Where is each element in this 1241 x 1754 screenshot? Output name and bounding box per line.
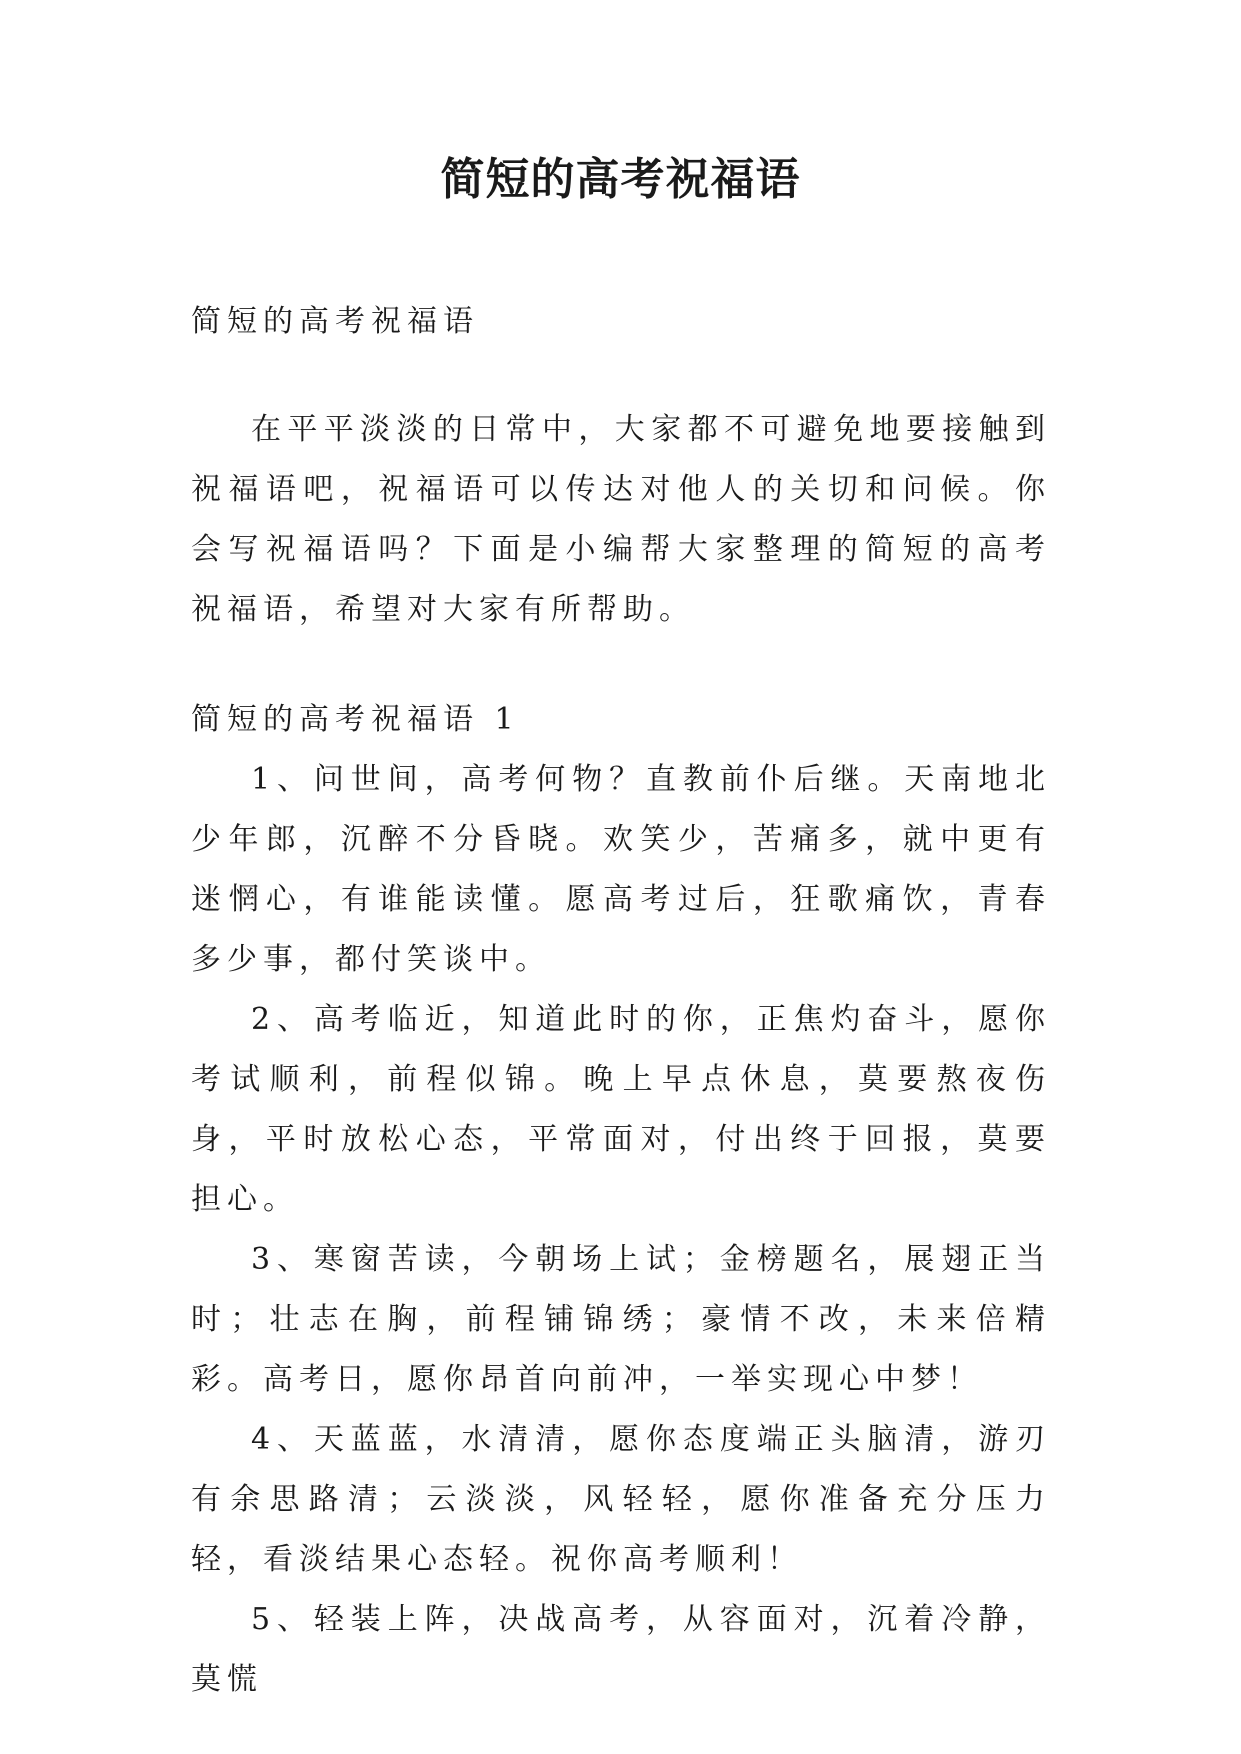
intro-paragraph: 在平平淡淡的日常中，大家都不可避免地要接触到祝福语吧，祝福语可以传达对他人的关切和问候。你会写祝福语吗？下面是小编帮大家整理的简短的高考祝福语，希望对大家有所帮助。 (191, 412, 1051, 627)
list-item: 4、天蓝蓝，水清清，愿你态度端正头脑清，游刃有余思路清；云淡淡，风轻轻，愿你准备充分压力轻，看淡结果心态轻。祝你高考顺利！ (191, 1422, 1051, 1577)
section-heading: 简短的高考祝福语 1 (191, 702, 520, 737)
list-item: 2、高考临近，知道此时的你，正焦灼奋斗，愿你考试顺利，前程似锦。晚上早点休息，莫要熬夜伤身，平时放松心态，平常面对，付出终于回报，莫要担心。 (191, 1002, 1051, 1217)
document-subtitle: 简短的高考祝福语 (191, 304, 479, 339)
list-item: 1、问世间，高考何物？直教前仆后继。天南地北少年郎，沉醉不分昏晓。欢笑少，苦痛多，就中更有迷惘心，有谁能读懂。愿高考过后，狂歌痛饮，青春多少事，都付笑谈中。 (191, 762, 1051, 977)
document-body (191, 292, 1051, 1710)
list-item: 5、轻装上阵，决战高考，从容面对，沉着冷静，莫慌 (191, 1602, 1051, 1697)
list-item: 3、寒窗苦读，今朝场上试；金榜题名，展翅正当时；壮志在胸，前程铺锦绣；豪情不改，未来倍精彩。高考日，愿你昂首向前冲，一举实现心中梦！ (191, 1242, 1051, 1397)
document-title: 简短的高考祝福语 (440, 154, 801, 205)
